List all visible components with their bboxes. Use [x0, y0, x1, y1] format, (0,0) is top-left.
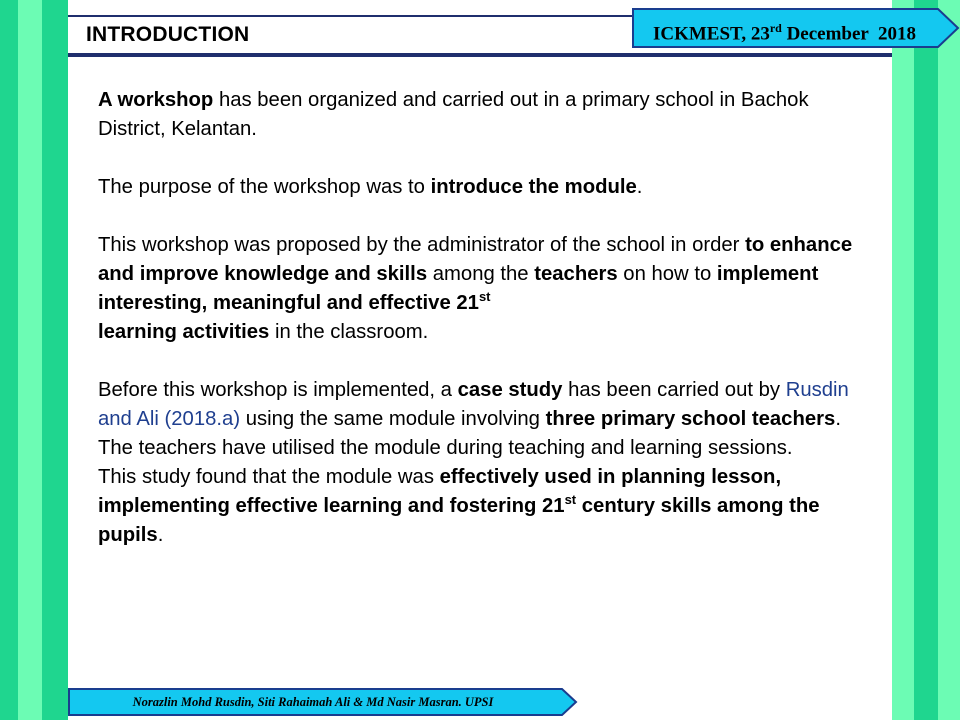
- left-stripe-inner: [42, 0, 68, 720]
- right-stripe-middle: [914, 0, 938, 720]
- paragraph-purpose: The purpose of the workshop was to introduce the module.: [98, 176, 643, 198]
- paragraph-teachers: The teachers have utilised the module during teaching and learning sessions.: [98, 437, 793, 459]
- paragraph-proposal: This workshop was proposed by the administrator of the school in order to enhance and improve knowledge and skills among the teachers on how to implement interesting, meaningful and effective 21st learning activities in the classroom.: [98, 234, 853, 343]
- left-stripe-outer: [0, 0, 18, 720]
- citation-link: Rusdin and Ali (2018.a): [98, 379, 849, 430]
- paragraph-findings: This study found that the module was effectively used in planning lesson, implementing effective learning and fostering 21st century skills among the pupils.: [98, 466, 820, 546]
- paragraph-case-study: Before this workshop is implemented, a case study has been carried out by Rusdin and Ali (2018.a) using the same module involving three primary school teachers.: [98, 379, 849, 430]
- conference-banner-text: ICKMEST, 23rd December 2018: [652, 21, 917, 45]
- authors-footer: Norazlin Mohd Rusdin, Siti Rahaimah Ali & Md Nasir Masran. UPSI: [132, 695, 494, 709]
- page-title: INTRODUCTION: [86, 23, 250, 46]
- right-stripe-inner: [892, 0, 914, 720]
- slide-body: [98, 86, 868, 550]
- header-bottom-rule: [68, 53, 892, 57]
- left-stripe-middle: [18, 0, 42, 720]
- right-stripe-outer: [938, 0, 960, 720]
- paragraph-workshop: A workshop has been organized and carried out in a primary school in Bachok District, Kelantan.: [98, 89, 809, 140]
